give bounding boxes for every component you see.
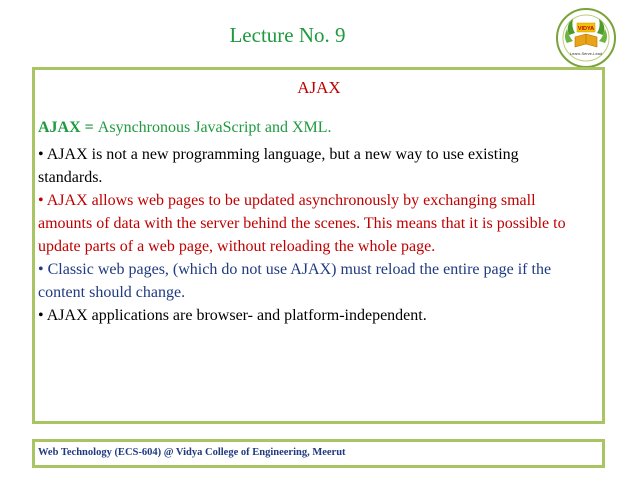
svg-text:VIDYA: VIDYA	[577, 26, 595, 32]
definition-term: AJAX =	[38, 119, 98, 136]
slide-heading: AJAX	[297, 78, 341, 97]
bullet-text: AJAX allows web pages to be updated asynchronously by exchanging small amounts of data with the server behind the scenes. This means that it is possible to update parts of a web page, without reloading the whole page.	[38, 192, 566, 255]
bullet-marker: •	[38, 307, 44, 324]
bullet-text: AJAX is not a new programming language, but a new way to use existing standards.	[38, 146, 519, 186]
svg-text:Learn-Serve-Lead: Learn-Serve-Lead	[569, 51, 603, 56]
bullet-text: AJAX applications are browser- and platform-independent.	[43, 307, 427, 324]
lecture-title: Lecture No. 9	[229, 23, 346, 47]
bullet-item	[38, 143, 583, 189]
footer-text: Web Technology (ECS-604) @ Vidya College of Engineering, Meerut	[38, 447, 346, 458]
definition-text: Asynchronous JavaScript and XML.	[97, 119, 332, 136]
bullet-item	[38, 258, 583, 304]
bullet-text: Classic web pages, (which do not use AJAX) must reload the entire page if the content should change.	[38, 261, 552, 301]
ajax-definition	[38, 119, 332, 137]
vidya-college-logo-icon	[555, 7, 617, 69]
bullet-marker: •	[38, 146, 44, 163]
bullet-item	[38, 304, 583, 327]
bullet-item	[38, 189, 583, 258]
bullet-marker: •	[38, 261, 44, 278]
bullet-marker: •	[38, 192, 44, 209]
